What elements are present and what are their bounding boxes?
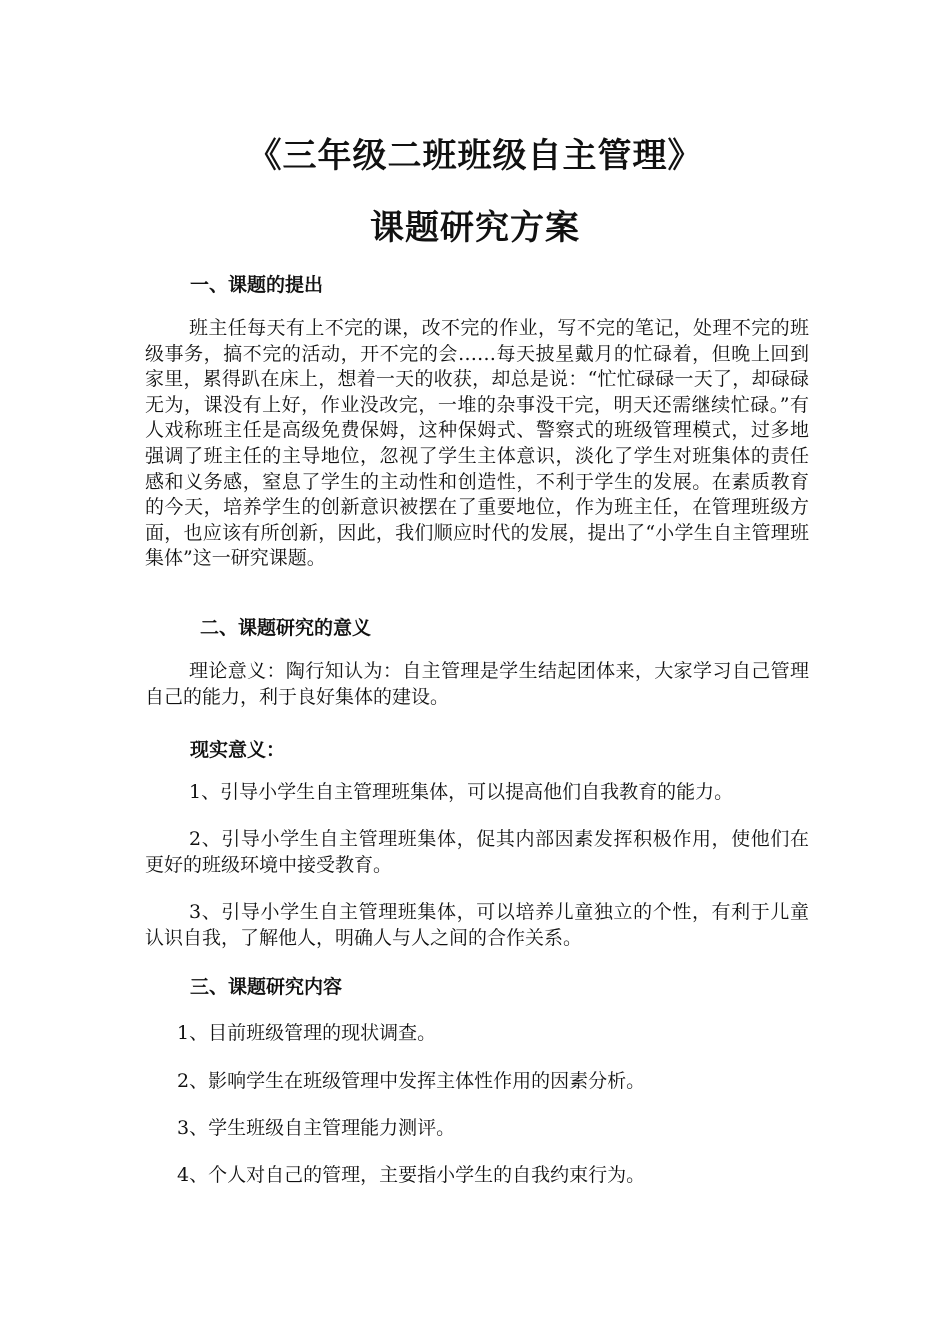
practical-point-2: 2、引导小学生自主管理班集体，促其内部因素发挥积极作用，使他们在更好的班级环境中接受教育。: [145, 828, 809, 876]
research-content-item-2: 2、影响学生在班级管理中发挥主体性作用的因素分析。: [177, 1070, 646, 1092]
practical-point-3: 3、引导小学生自主管理班集体，可以培养儿童独立的个性，有利于儿童认识自我，了解他人，明确人与人之间的合作关系。: [145, 901, 809, 949]
practical-point-1: 1、引导小学生自主管理班集体，可以提高他们自我教育的能力。: [189, 781, 734, 803]
section-3-heading: 三、课题研究内容: [190, 976, 343, 998]
document-subtitle: 课题研究方案: [370, 208, 580, 248]
theory-significance-paragraph: 理论意义：陶行知认为：自主管理是学生结起团体来，大家学习自己管理自己的能力，利于良好集体的建设。: [145, 660, 809, 708]
practical-significance-heading: 现实意义：: [190, 739, 286, 761]
section-2-heading: 二、课题研究的意义: [200, 617, 372, 639]
research-content-item-1: 1、目前班级管理的现状调查。: [177, 1022, 437, 1044]
document-title: 《三年级二班班级自主管理》: [247, 136, 703, 176]
section-1-body: 班主任每天有上不完的课，改不完的作业，写不完的笔记，处理不完的班级事务，搞不完的活动，开不完的会……每天披星戴月的忙碌着，但晚上回到家里，累得趴在床上，想着一天的收获，却总是说：“忙忙碌碌一天了，却碌碌无为，课没有上好，作业没改完，一堆的杂事没干完，明天还需继续忙碌。”有人戏称班主任是高级免费保姆，这种保姆式、警察式的班级管理模式，过多地强调了班主任的主导地位，忽视了学生主体意识，淡化了学生对班集体的责任感和义务感，窒息了学生的主动性和创造性，不利于学生的发展。在素质教育的今天，培养学生的创新意识被摆在了重要地位，作为班主任，在管理班级方面，也应该有所创新，因此，我们顺应时代的发展，提出了“小学生自主管理班集体”这一研究课题。: [145, 317, 809, 570]
research-content-item-4: 4、个人对自己的管理，主要指小学生的自我约束行为。: [177, 1164, 646, 1186]
research-content-item-3: 3、学生班级自主管理能力测评。: [177, 1117, 456, 1139]
section-1-heading: 一、课题的提出: [190, 274, 324, 296]
